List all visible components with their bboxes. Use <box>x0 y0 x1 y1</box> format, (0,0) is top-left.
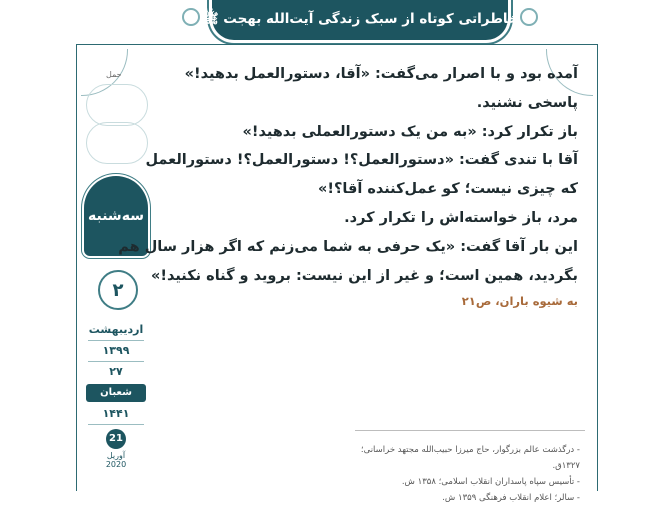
text-line: مرد، باز خواسته‌اش را تکرار کرد. <box>344 209 578 226</box>
gregorian-day: 21 <box>106 429 126 449</box>
lunar-year: ۱۴۴۱ <box>102 407 130 420</box>
header-banner <box>202 0 518 40</box>
date-details <box>82 320 150 469</box>
footnote-item: - درگذشت عالم بزرگوار، حاج میرزا حبیب‌الله مجتهد خراسانی؛ ۱۳۲۷ق. <box>360 445 580 471</box>
footnote-divider <box>355 430 585 431</box>
footnote-item: - تأسیس سپاه پاسداران انقلاب اسلامی؛ ۱۳۵۸ ش. <box>401 477 580 487</box>
ornament-icon <box>520 8 538 26</box>
ornament-icon <box>182 8 200 26</box>
text-line: بگردید، همین است؛ و غیر از این نیست: بروید و گناه نکنید!» <box>151 267 578 284</box>
top-label: حمل <box>106 70 122 79</box>
lunar-day: ۲۷ <box>109 365 123 378</box>
text-line: آقا با تندی گفت: «دستورالعمل؟! دستورالعمل؟! دستورالعمل <box>145 152 578 169</box>
text-line: پاسخی نشنید. <box>476 94 578 111</box>
text-line: آمده بود و با اصرار می‌گفت: «آقا، دستورالعمل بدهید!» <box>184 66 578 82</box>
footnote-item: - سالر؛ اعلام انقلاب فرهنگی ۱۳۵۹ ش. <box>442 493 580 503</box>
solar-year: ۱۳۹۹ <box>102 344 130 357</box>
decorative-ornament <box>86 122 148 164</box>
story-text <box>118 60 578 309</box>
date-sidebar <box>78 48 154 488</box>
text-line: باز تکرار کرد: «به من یک دستورالعملی بدهید!» <box>242 123 578 140</box>
weekday-name: سه‌شنبه <box>88 208 144 224</box>
divider <box>88 424 144 425</box>
gregorian-year: 2020 <box>105 460 127 469</box>
text-line: این بار آقا گفت: «یک حرفی به شما می‌زنم که اگر هزار سال هم <box>118 238 578 255</box>
decorative-ornament <box>86 84 148 126</box>
page-title: خاطراتی کوتاه از سبک زندگی آیت‌الله بهجت ﷺ <box>202 11 518 27</box>
text-line: که چیزی نیست؛ کو عمل‌کننده آقا؟!» <box>317 181 578 198</box>
footnotes <box>340 442 580 506</box>
gregorian-month: آوریل <box>106 451 126 460</box>
source-citation: به شیوه باران، ص۲۱ <box>461 294 578 309</box>
day-number-circle <box>98 270 138 310</box>
solar-month: اردیبهشت <box>88 323 144 336</box>
day-number: ۲ <box>112 279 124 301</box>
lunar-month: شعبان <box>86 384 146 402</box>
